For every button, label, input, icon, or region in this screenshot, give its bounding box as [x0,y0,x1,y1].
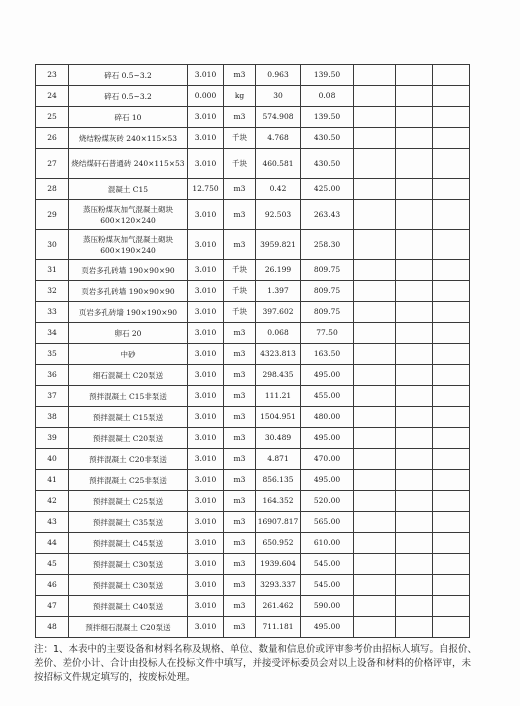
material-name: 页岩多孔砖墙 190×190×90 [69,302,188,323]
unit-cell: m3 [224,107,256,128]
blank-cell [354,281,396,302]
material-name: 预拌混凝土 C40泵送 [69,596,188,617]
material-name: 页岩多孔砖墙 190×90×90 [69,260,188,281]
quantity-cell: 0.42 [256,179,301,200]
price-cell: 809.75 [301,281,354,302]
blank-cell [396,533,433,554]
price-cell: 545.00 [301,575,354,596]
table-row [36,449,470,470]
blank-cell [433,107,470,128]
blank-cell [396,386,433,407]
material-name: 中砂 [69,344,188,365]
quantity-cell: 3959.821 [256,230,301,260]
rate-cell: 3.010 [188,554,224,575]
rate-cell: 3.010 [188,617,224,638]
blank-cell [354,407,396,428]
blank-cell [354,302,396,323]
price-cell: 430.50 [301,128,354,149]
material-name: 预拌混凝土 C45泵送 [69,533,188,554]
blank-cell [396,149,433,179]
row-number: 40 [36,449,69,470]
unit-cell: kg [224,86,256,107]
blank-cell [396,230,433,260]
quantity-cell: 16907.817 [256,512,301,533]
blank-cell [396,128,433,149]
row-number: 30 [36,230,69,260]
table-row [36,512,470,533]
unit-cell: 千块 [224,281,256,302]
quantity-cell: 92.503 [256,200,301,230]
rate-cell: 3.010 [188,200,224,230]
material-name: 混凝土 C15 [69,179,188,200]
table-row [36,323,470,344]
row-number: 29 [36,200,69,230]
material-name: 预拌混凝土 C25泵送 [69,491,188,512]
price-cell: 430.50 [301,149,354,179]
blank-cell [433,386,470,407]
blank-cell [396,617,433,638]
rate-cell: 12.750 [188,179,224,200]
blank-cell [433,200,470,230]
blank-cell [396,107,433,128]
price-cell: 565.00 [301,512,354,533]
row-number: 45 [36,554,69,575]
blank-cell [396,365,433,386]
material-name: 卵石 20 [69,323,188,344]
blank-cell [433,617,470,638]
quantity-cell: 711.181 [256,617,301,638]
blank-cell [354,200,396,230]
blank-cell [354,86,396,107]
blank-cell [433,470,470,491]
table-row [36,596,470,617]
table-row [36,470,470,491]
price-cell: 495.00 [301,428,354,449]
rate-cell: 3.010 [188,491,224,512]
row-number: 34 [36,323,69,344]
unit-cell: 千块 [224,302,256,323]
quantity-cell: 1939.604 [256,554,301,575]
table-row [36,107,470,128]
blank-cell [396,281,433,302]
blank-cell [433,344,470,365]
rate-cell: 3.010 [188,596,224,617]
blank-cell [354,428,396,449]
blank-cell [433,179,470,200]
blank-cell [433,491,470,512]
blank-cell [396,323,433,344]
rate-cell: 3.010 [188,365,224,386]
blank-cell [354,470,396,491]
row-number: 47 [36,596,69,617]
blank-cell [354,386,396,407]
row-number: 43 [36,512,69,533]
table-body [36,65,470,638]
unit-cell: m3 [224,512,256,533]
footnote: 注：1、本表中的主要设备和材料名称及规格、单位、数量和信息价或评审参考价由招标人填写。自报价、差价、差价小计、合计由投标人在投标文件中填写，并接受评标委员会对以上设备和材料的价格评审，未按招标文件规定填写的，按废标处理。 [34,644,478,683]
blank-cell [396,302,433,323]
unit-cell: 千块 [224,128,256,149]
rate-cell: 3.010 [188,230,224,260]
material-name: 细石混凝土 C20泵送 [69,365,188,386]
unit-cell: m3 [224,575,256,596]
blank-cell [396,554,433,575]
table-row [36,200,470,230]
blank-cell [433,281,470,302]
blank-cell [433,512,470,533]
row-number: 44 [36,533,69,554]
blank-cell [433,86,470,107]
rate-cell: 3.010 [188,149,224,179]
table-row [36,230,470,260]
quantity-cell: 4.768 [256,128,301,149]
table-row [36,491,470,512]
price-cell: 139.50 [301,65,354,86]
price-cell: 480.00 [301,407,354,428]
blank-cell [396,179,433,200]
quantity-cell: 111.21 [256,386,301,407]
price-cell: 610.00 [301,533,354,554]
row-number: 35 [36,344,69,365]
row-number: 27 [36,149,69,179]
rate-cell: 3.010 [188,470,224,491]
row-number: 42 [36,491,69,512]
unit-cell: m3 [224,533,256,554]
material-name: 预拌混凝土 C20非泵送 [69,449,188,470]
table-row [36,344,470,365]
blank-cell [354,179,396,200]
blank-cell [396,428,433,449]
blank-cell [396,200,433,230]
quantity-cell: 30.489 [256,428,301,449]
unit-cell: m3 [224,491,256,512]
blank-cell [354,149,396,179]
unit-cell: m3 [224,449,256,470]
unit-cell: 千块 [224,260,256,281]
table-row [36,428,470,449]
quantity-cell: 164.352 [256,491,301,512]
unit-cell: m3 [224,365,256,386]
material-name: 碎石 0.5~3.2 [69,65,188,86]
blank-cell [354,365,396,386]
table-row [36,575,470,596]
material-name: 烧结煤矸石普通砖 240×115×53 [69,149,188,179]
material-name: 预拌混凝土 C15非泵送 [69,386,188,407]
material-name: 预拌混凝土 C30泵送 [69,554,188,575]
price-cell: 455.00 [301,386,354,407]
blank-cell [433,596,470,617]
table-row [36,302,470,323]
quantity-cell: 298.435 [256,365,301,386]
material-name: 预拌混凝土 C15泵送 [69,407,188,428]
row-number: 38 [36,407,69,428]
blank-cell [433,554,470,575]
table-row [36,179,470,200]
quantity-cell: 460.581 [256,149,301,179]
rate-cell: 3.010 [188,386,224,407]
rate-cell: 3.010 [188,128,224,149]
price-cell: 590.00 [301,596,354,617]
material-name: 预拌混凝土 C30泵送 [69,575,188,596]
row-number: 25 [36,107,69,128]
blank-cell [433,323,470,344]
blank-cell [433,575,470,596]
table-row [36,554,470,575]
row-number: 41 [36,470,69,491]
price-cell: 77.50 [301,323,354,344]
blank-cell [433,149,470,179]
row-number: 36 [36,365,69,386]
price-cell: 470.00 [301,449,354,470]
unit-cell: m3 [224,65,256,86]
material-name: 预拌细石混凝土 C20泵送 [69,617,188,638]
row-number: 46 [36,575,69,596]
blank-cell [354,554,396,575]
blank-cell [396,596,433,617]
quantity-cell: 0.068 [256,323,301,344]
price-cell: 139.50 [301,107,354,128]
blank-cell [433,365,470,386]
material-name: 碎石 10 [69,107,188,128]
table-row [36,281,470,302]
blank-cell [354,260,396,281]
blank-cell [396,86,433,107]
material-name: 蒸压粉煤灰加气混凝土砌块 600×190×240 [69,230,188,260]
blank-cell [396,65,433,86]
rate-cell: 3.010 [188,323,224,344]
row-number: 33 [36,302,69,323]
unit-cell: m3 [224,344,256,365]
blank-cell [354,512,396,533]
unit-cell: m3 [224,596,256,617]
blank-cell [396,512,433,533]
row-number: 28 [36,179,69,200]
quantity-cell: 3293.337 [256,575,301,596]
rate-cell: 3.010 [188,428,224,449]
material-name: 蒸压粉煤灰加气混凝土砌块 600×120×240 [69,200,188,230]
blank-cell [354,65,396,86]
price-cell: 495.00 [301,617,354,638]
row-number: 32 [36,281,69,302]
table-row [36,365,470,386]
table-row [36,617,470,638]
table-row [36,65,470,86]
unit-cell: m3 [224,554,256,575]
rate-cell: 3.010 [188,260,224,281]
quantity-cell: 30 [256,86,301,107]
unit-cell: m3 [224,407,256,428]
blank-cell [396,470,433,491]
table-row [36,149,470,179]
price-cell: 520.00 [301,491,354,512]
rate-cell: 3.010 [188,281,224,302]
material-name: 预拌混凝土 C20泵送 [69,428,188,449]
price-cell: 163.50 [301,344,354,365]
material-name: 页岩多孔砖墙 190×90×90 [69,281,188,302]
blank-cell [433,407,470,428]
blank-cell [354,449,396,470]
unit-cell: m3 [224,617,256,638]
price-cell: 495.00 [301,470,354,491]
quantity-cell: 856.135 [256,470,301,491]
blank-cell [354,491,396,512]
price-cell: 263.43 [301,200,354,230]
blank-cell [354,323,396,344]
rate-cell: 3.010 [188,344,224,365]
quantity-cell: 397.602 [256,302,301,323]
material-name: 预拌混凝土 C25非泵送 [69,470,188,491]
price-cell: 495.00 [301,365,354,386]
table-row [36,260,470,281]
quantity-cell: 1504.951 [256,407,301,428]
rate-cell: 3.010 [188,65,224,86]
blank-cell [396,449,433,470]
blank-cell [354,533,396,554]
table-row [36,386,470,407]
rate-cell: 3.010 [188,533,224,554]
blank-cell [433,449,470,470]
quantity-cell: 574.908 [256,107,301,128]
blank-cell [433,260,470,281]
unit-cell: m3 [224,200,256,230]
unit-cell: m3 [224,230,256,260]
material-name: 烧结粉煤灰砖 240×115×53 [69,128,188,149]
rate-cell: 0.000 [188,86,224,107]
quantity-cell: 4.871 [256,449,301,470]
quantity-cell: 1.397 [256,281,301,302]
price-cell: 258.30 [301,230,354,260]
unit-cell: m3 [224,470,256,491]
blank-cell [433,428,470,449]
rate-cell: 3.010 [188,107,224,128]
rate-cell: 3.010 [188,449,224,470]
blank-cell [396,260,433,281]
blank-cell [433,128,470,149]
table-row [36,128,470,149]
blank-cell [433,230,470,260]
quantity-cell: 650.952 [256,533,301,554]
blank-cell [396,407,433,428]
blank-cell [354,230,396,260]
blank-cell [396,344,433,365]
rate-cell: 3.010 [188,302,224,323]
row-number: 39 [36,428,69,449]
blank-cell [354,107,396,128]
quantity-cell: 4323.813 [256,344,301,365]
unit-cell: m3 [224,323,256,344]
table-row [36,533,470,554]
row-number: 26 [36,128,69,149]
unit-cell: m3 [224,428,256,449]
price-cell: 809.75 [301,302,354,323]
price-cell: 809.75 [301,260,354,281]
quantity-cell: 261.462 [256,596,301,617]
material-name: 预拌混凝土 C35泵送 [69,512,188,533]
unit-cell: 千块 [224,149,256,179]
blank-cell [396,575,433,596]
material-name: 碎石 0.5~3.2 [69,86,188,107]
row-number: 24 [36,86,69,107]
blank-cell [354,344,396,365]
blank-cell [433,65,470,86]
rate-cell: 3.010 [188,575,224,596]
materials-table [35,64,470,638]
row-number: 48 [36,617,69,638]
rate-cell: 3.010 [188,407,224,428]
blank-cell [433,533,470,554]
row-number: 23 [36,65,69,86]
price-cell: 545.00 [301,554,354,575]
quantity-cell: 0.963 [256,65,301,86]
blank-cell [354,596,396,617]
blank-cell [354,617,396,638]
price-cell: 425.00 [301,179,354,200]
quantity-cell: 26.199 [256,260,301,281]
blank-cell [396,491,433,512]
unit-cell: m3 [224,179,256,200]
rate-cell: 3.010 [188,512,224,533]
table-row [36,86,470,107]
table-row [36,407,470,428]
price-cell: 0.08 [301,86,354,107]
row-number: 31 [36,260,69,281]
blank-cell [433,302,470,323]
blank-cell [354,575,396,596]
unit-cell: m3 [224,386,256,407]
blank-cell [354,128,396,149]
row-number: 37 [36,386,69,407]
